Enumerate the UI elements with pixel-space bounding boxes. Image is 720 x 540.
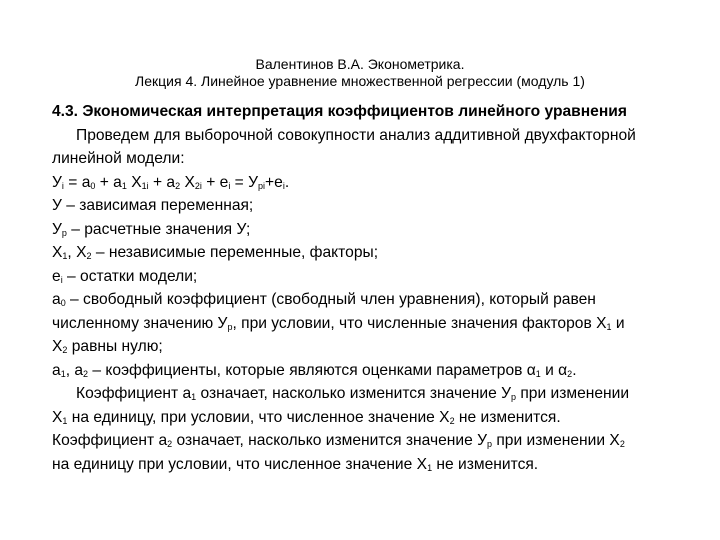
eq-plus-short: +	[265, 173, 275, 191]
def-sub: 1	[62, 251, 68, 261]
interp-sub: р	[511, 392, 517, 402]
interp-sub: 2	[619, 439, 625, 449]
eq-equals: =	[63, 173, 82, 191]
def-x-text: – независимые переменные, факторы;	[91, 244, 379, 261]
section-heading: 4.3. Экономическая интерпретация коэффициентов линейного уравнения	[52, 103, 627, 120]
eq-a0: а	[81, 173, 91, 191]
def-sub: 1	[535, 368, 541, 379]
def-a12-text: – коэффициенты, которые являются оценками параметров α	[88, 361, 536, 379]
def-a1-a2	[52, 359, 672, 383]
interp-a2-line-2	[52, 453, 672, 477]
def-yp-symbol: У	[52, 220, 62, 238]
def-a0-text: , при условии, что численные значения факторов Х	[232, 314, 607, 332]
def-sub: 2	[62, 345, 68, 355]
def-sub: 1	[60, 368, 66, 379]
eq-sub: i	[61, 180, 64, 191]
def-a0-text: – свободный коэффициент (свободный член уравнения), который равен	[65, 291, 596, 308]
eq-sub: i	[228, 180, 231, 191]
header-author-title: Валентинов В.А. Эконометрика.	[255, 56, 465, 72]
interp-text: не изменится.	[432, 455, 539, 473]
def-e-symbol: е	[52, 267, 61, 285]
interp-sub: 1	[427, 462, 433, 473]
interp-sub: 2	[449, 415, 455, 426]
interp-text: не изменится.	[454, 408, 561, 426]
def-e-text: – остатки модели;	[62, 267, 198, 285]
eq-a2: а	[166, 173, 176, 191]
interp-text: на единицу при условии, что численное значение Х	[52, 455, 428, 473]
def-yp-text: – расчетные значения У;	[66, 220, 251, 238]
def-a1-symbol: а	[52, 361, 61, 379]
def-a0-text: равны нулю;	[67, 338, 163, 355]
eq-sub: 1i	[141, 180, 149, 191]
intro-line-1: Проведем для выборочной совокупности анализ аддитивной двухфакторной	[76, 126, 636, 144]
def-a0-line-1	[52, 288, 672, 312]
interp-text: на единицу, при условии, что численное значение Х	[67, 408, 450, 426]
regression-equation	[52, 171, 672, 195]
def-e	[52, 265, 672, 289]
def-a0-line-2	[52, 312, 672, 336]
eq-e: е	[274, 173, 283, 191]
interp-text: при изменении	[516, 385, 630, 402]
interp-sub: 1	[191, 392, 197, 402]
def-sub: р	[61, 227, 67, 238]
eq-sub: 2	[175, 180, 181, 191]
def-sub: р	[227, 321, 233, 332]
def-a12-text: .	[572, 361, 577, 379]
def-y: У – зависимая переменная;	[52, 197, 254, 214]
interp-a1-line-1	[52, 382, 672, 406]
def-a0-symbol: а	[52, 291, 61, 308]
interp-sub: 1	[62, 415, 68, 426]
interp-a1-line-2	[52, 406, 672, 430]
def-a12-text: и α	[540, 361, 568, 379]
eq-plus: +	[201, 173, 220, 191]
interp-text: Коэффициент а	[52, 432, 168, 449]
def-sub: 0	[60, 298, 66, 308]
interp-text: означает, насколько изменится значение У	[172, 432, 487, 449]
eq-end: .	[284, 173, 290, 191]
def-a0-line-3	[52, 335, 672, 359]
interp-sub: р	[487, 439, 493, 449]
intro-line-2: линейной модели:	[52, 150, 185, 167]
eq-sub: i	[282, 180, 285, 191]
eq-yp: У	[248, 173, 259, 191]
def-x2-symbol: , Х	[67, 244, 87, 261]
eq-plus: +	[148, 173, 167, 191]
lecture-content	[52, 100, 672, 476]
interp-a2-line-1	[52, 429, 672, 453]
eq-a1: а	[113, 173, 122, 191]
eq-e: е	[219, 173, 229, 191]
def-sub: i	[60, 274, 63, 285]
interp-text: означает, насколько изменится значение У	[196, 385, 511, 402]
eq-equals: =	[230, 173, 249, 191]
header-lecture-title: Лекция 4. Линейное уравнение множественной регрессии (модуль 1)	[135, 73, 585, 89]
eq-sub: 2i	[194, 180, 202, 191]
interp-text: Х	[52, 408, 63, 426]
eq-sub: pi	[258, 180, 266, 191]
def-a0-text: численному значению У	[52, 314, 228, 332]
eq-x1: Х	[126, 173, 142, 191]
eq-plus: +	[95, 173, 114, 191]
def-yp	[52, 218, 672, 242]
def-sub: 2	[567, 368, 573, 379]
interp-sub: 2	[167, 439, 173, 449]
interp-text: при изменении Х	[492, 432, 620, 449]
def-a2-symbol: , а	[65, 361, 84, 379]
def-a0-text: Х	[52, 338, 63, 355]
def-x1-symbol: Х	[52, 244, 63, 261]
def-x	[52, 241, 672, 265]
def-sub: 1	[606, 321, 612, 332]
eq-x2: Х	[180, 173, 195, 191]
interp-text: Коэффициент а	[76, 385, 192, 402]
def-sub: 2	[83, 368, 89, 379]
eq-y: У	[52, 173, 62, 191]
def-a0-text: и	[611, 314, 625, 332]
def-sub: 2	[86, 251, 92, 261]
eq-sub: 0	[90, 180, 96, 191]
eq-sub: 1	[121, 180, 127, 191]
